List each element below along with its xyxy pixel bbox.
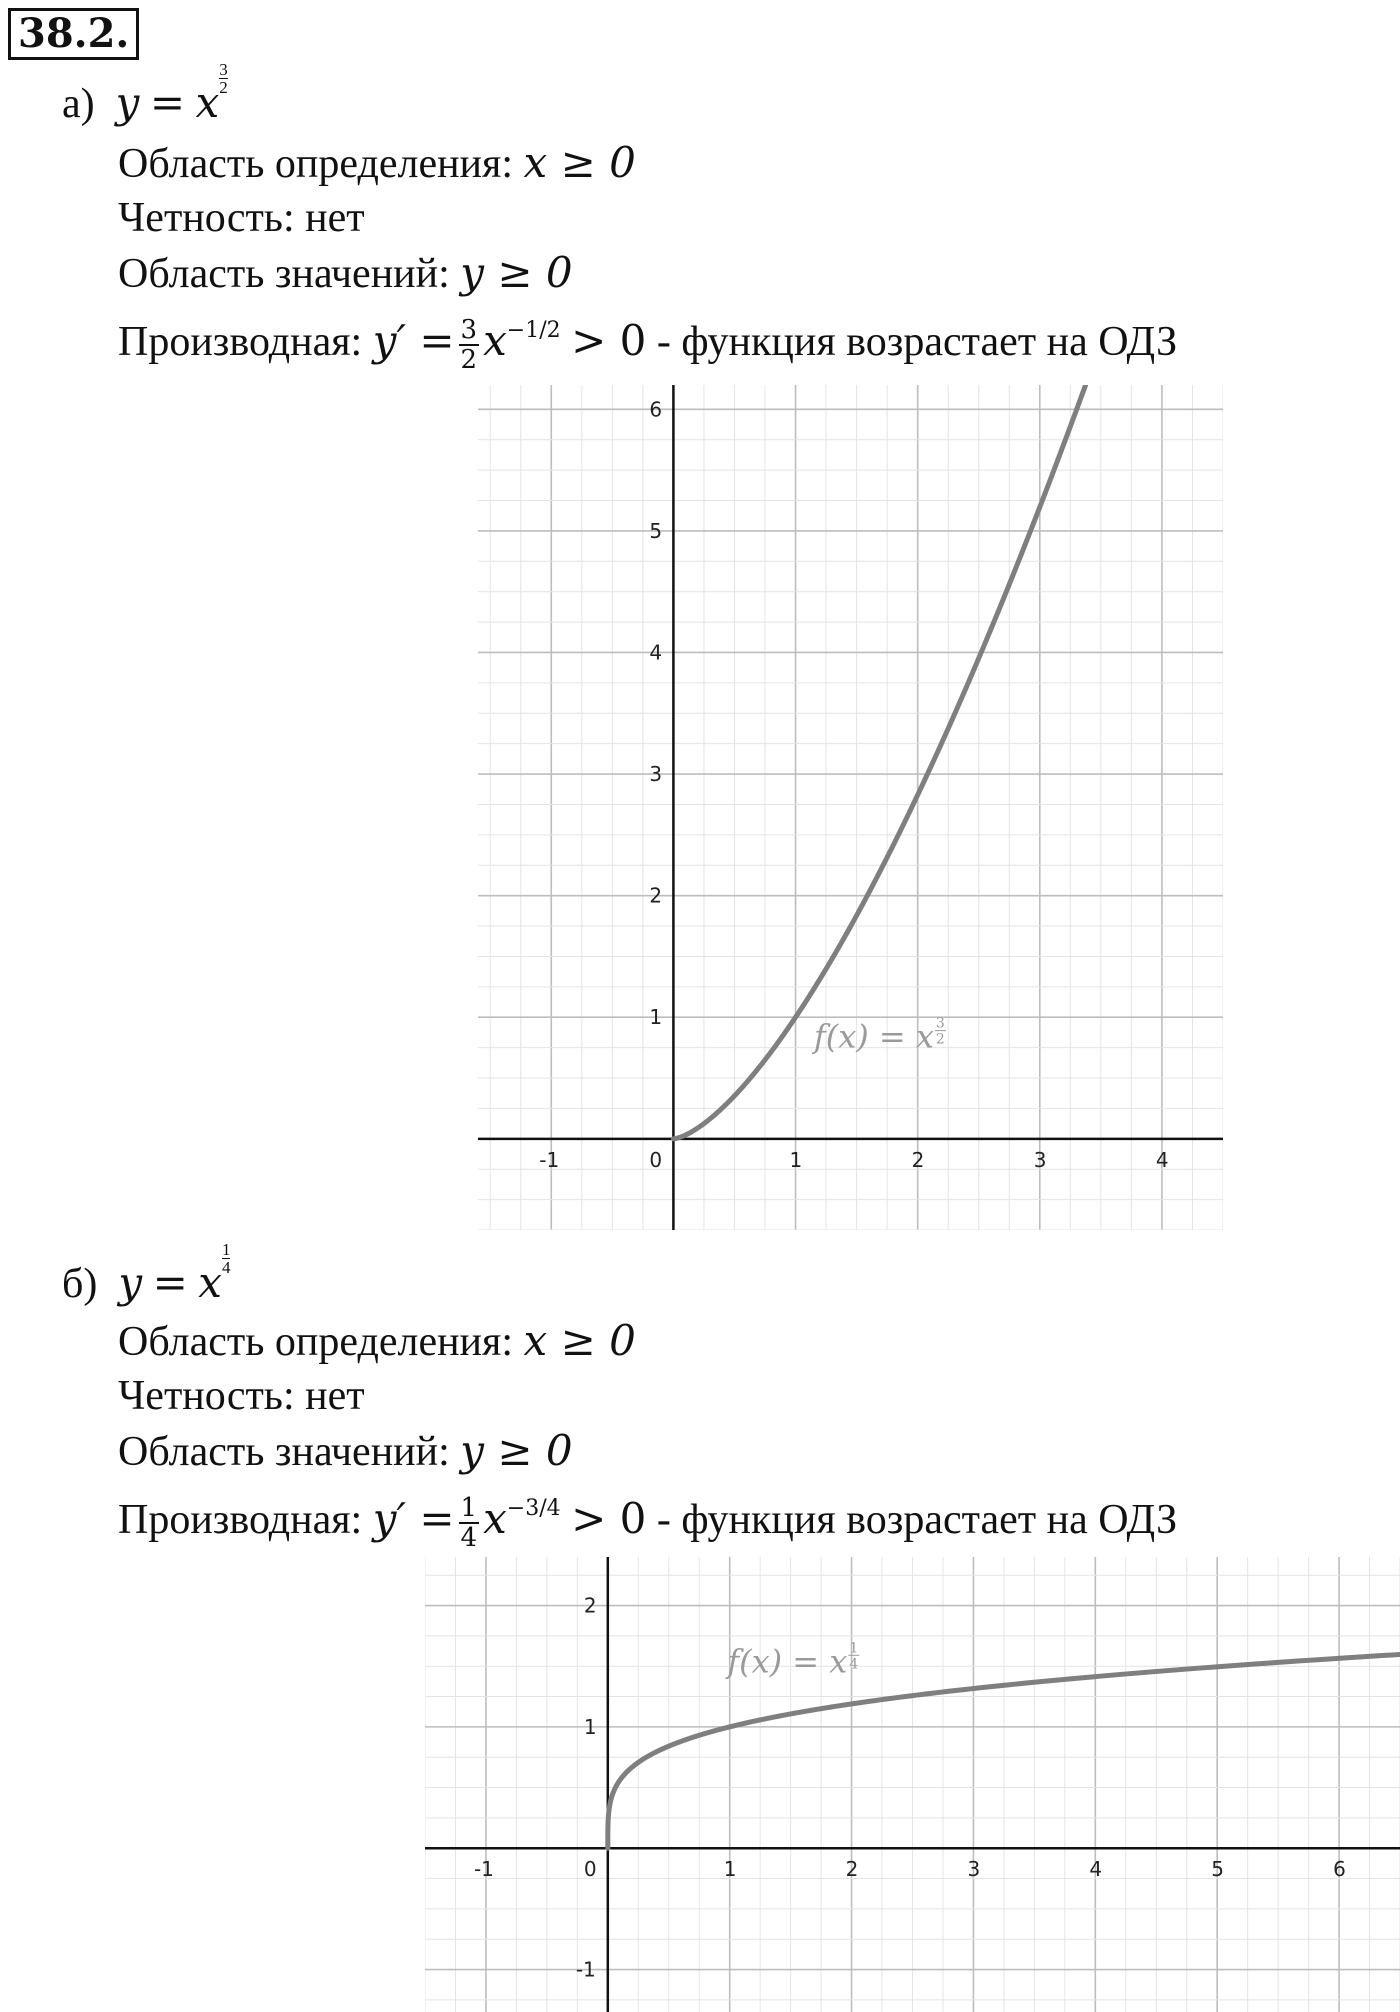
y-tick-label: 2 (583, 1593, 597, 1618)
derivative-var: x (483, 316, 507, 365)
x-tick-label: 1 (723, 1857, 737, 1882)
x-tick-label: 2 (911, 1147, 925, 1172)
part-b-parity (118, 1371, 365, 1421)
derivative-label: Производная: (118, 319, 363, 365)
domain-label: Область определения: (118, 1319, 514, 1365)
domain-label: Область определения: (118, 141, 514, 187)
parity-label: Четность: (118, 195, 295, 241)
derivative-coefficient: $\frac{1}{4}$ (460, 1493, 478, 1554)
domain-expr: x ≥ 0 (523, 138, 636, 187)
x-tick-label: -1 (473, 1857, 494, 1882)
derivative-exponent: −3/4 (506, 1496, 561, 1521)
part-a-function (62, 60, 228, 129)
derivative-conclusion: - функция возрастает на ОДЗ (656, 319, 1178, 365)
parity-value: нет (305, 1373, 365, 1419)
derivative-exponent: −1/2 (506, 318, 561, 343)
part-b-label: б) (62, 1261, 98, 1307)
x-tick-label: 6 (1333, 1857, 1346, 1882)
problem-number: 38.2. (8, 8, 139, 60)
part-b-function (62, 1240, 231, 1309)
y-tick-label: 4 (649, 640, 663, 665)
derivative-conclusion: - функция возрастает на ОДЗ (656, 1497, 1178, 1543)
graph-b (425, 1557, 1400, 2012)
y-tick-label: -1 (575, 1957, 596, 1982)
x-tick-label: 0 (649, 1147, 663, 1172)
var-x: x (195, 78, 220, 127)
part-a-domain (118, 138, 636, 189)
range-expr: y ≥ 0 (460, 248, 573, 297)
range-label: Область значений: (118, 1429, 450, 1475)
x-tick-label: 5 (1211, 1857, 1224, 1882)
exponent-fraction: $\frac{3}{2}$ (219, 60, 228, 97)
function-label-exp-num: 3 (935, 1015, 945, 1032)
parity-value: нет (305, 195, 365, 241)
x-tick-label: -1 (539, 1147, 560, 1172)
var-y: y (115, 78, 140, 127)
x-tick-label: 1 (789, 1147, 803, 1172)
derivative-lhs: y′ = (372, 1494, 455, 1543)
derivative-inequality: > 0 (571, 1494, 647, 1543)
var-x: x (198, 1258, 222, 1307)
function-label-exp-num: 1 (849, 1640, 859, 1657)
derivative-label: Производная: (118, 1497, 363, 1543)
equals-sign: = (152, 1258, 188, 1307)
x-tick-label: 0 (583, 1857, 597, 1882)
y-tick-label: 3 (649, 762, 663, 787)
var-y: y (118, 1258, 143, 1307)
range-label: Область значений: (118, 251, 450, 297)
derivative-var: x (483, 1494, 507, 1543)
derivative-lhs: y′ = (372, 316, 455, 365)
y-tick-label: 6 (649, 397, 663, 422)
function-label-exp-den: 2 (935, 1031, 945, 1048)
part-b-range (118, 1426, 573, 1477)
range-expr: y ≥ 0 (460, 1426, 573, 1475)
y-tick-label: 1 (649, 1005, 663, 1030)
x-tick-label: 2 (845, 1857, 859, 1882)
x-tick-label: 4 (1155, 1147, 1169, 1172)
derivative-coefficient: $\frac{3}{2}$ (460, 315, 478, 376)
part-a-derivative (118, 316, 1177, 374)
part-b-derivative (118, 1494, 1177, 1552)
derivative-inequality: > 0 (571, 316, 647, 365)
part-a-range (118, 248, 573, 299)
x-tick-label: 4 (1089, 1857, 1103, 1882)
function-label-exp-den: 4 (849, 1656, 859, 1673)
part-b-domain (118, 1316, 636, 1367)
x-tick-label: 3 (1033, 1147, 1047, 1172)
y-tick-label: 1 (583, 1714, 597, 1739)
function-label: f(x) = x (727, 1642, 848, 1681)
x-tick-label: 3 (967, 1857, 981, 1882)
parity-label: Четность: (118, 1373, 295, 1419)
exponent-fraction: $\frac{1}{4}$ (221, 1240, 231, 1277)
function-label: f(x) = x (813, 1017, 934, 1056)
y-tick-label: 2 (649, 883, 663, 908)
equals-sign: = (149, 78, 186, 127)
part-a-parity (118, 193, 365, 243)
domain-expr: x ≥ 0 (523, 1316, 636, 1365)
graph-a (478, 385, 1223, 1230)
part-a-label: а) (62, 81, 95, 127)
y-tick-label: 5 (649, 518, 663, 543)
